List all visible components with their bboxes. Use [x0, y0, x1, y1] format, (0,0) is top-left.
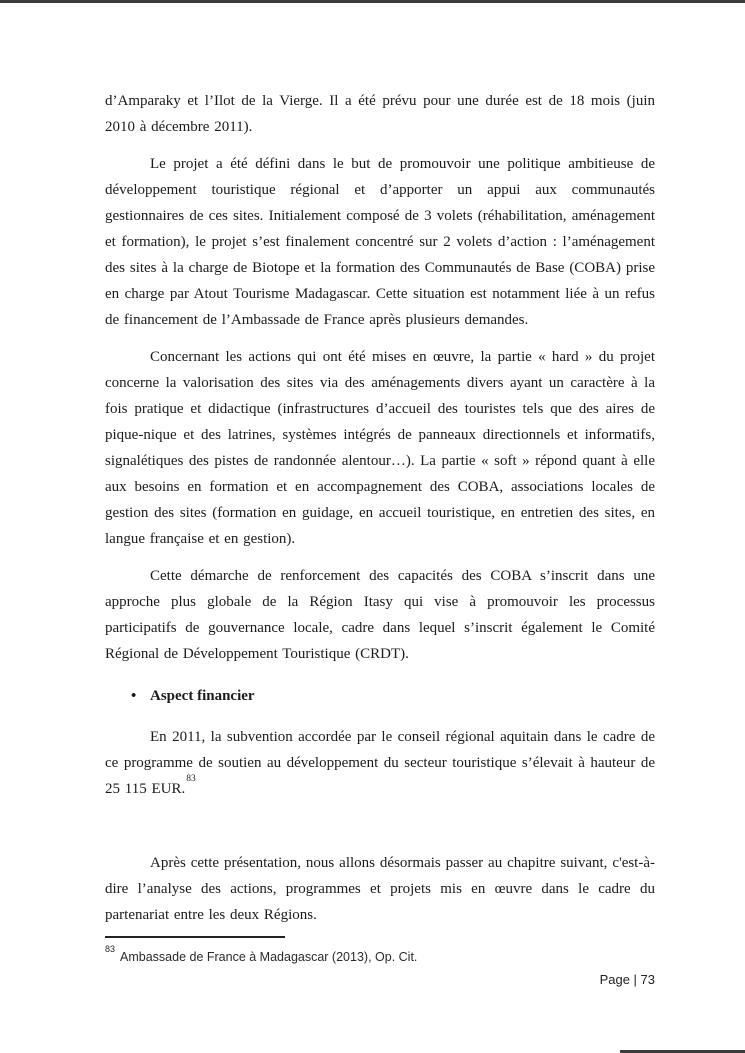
footnote-text: Ambassade de France à Madagascar (2013), Op. Cit. [120, 950, 418, 965]
paragraph-finance-text: En 2011, la subvention accordée par le conseil régional aquitain dans le cadre de ce programme de soutien au développement du secteur touristique s’élevait à hauteur de 25 115 EUR. [105, 729, 655, 797]
paragraph-chapter-transition: Après cette présentation, nous allons désormais passer au chapitre suivant, c'est-à-dire l’analyse des actions, programmes et projets mis en œuvre dans le cadre du partenariat entre les deux Régions. [105, 855, 655, 923]
footnote-marker: 83 [105, 944, 116, 954]
paragraph-finance [105, 724, 655, 802]
page-body [105, 88, 655, 939]
paragraph-project-definition: Le projet a été défini dans le but de promouvoir une politique ambitieuse de développement touristique régional et d’apporter un appui aux communautés gestionnaires de ces sites. Initialement composé de 3 volets (réhabilitation, aménagement et formation), le projet s’est finalement concentré sur 2 volets d’action : l’aménagement des sites à la charge de Biotope et la formation des Communautés de Base (COBA) prise en charge par Atout Tourisme Madagascar. Cette situation est notamment liée à un refus de financement de l’Ambassade de France après plusieurs demandes. [105, 156, 655, 328]
paragraph-coba-governance: Cette démarche de renforcement des capacités des COBA s’inscrit dans une approche plus globale de la Région Itasy qui vise à promouvoir les processus participatifs de gouvernance locale, cadre dans lequel s’inscrit également le Comité Régional de Développement Touristique (CRDT). [105, 568, 655, 662]
bullet-item-aspect-financier [105, 683, 655, 709]
bullet-icon: • [131, 688, 137, 704]
scan-edge-top [0, 0, 745, 3]
footnote-separator [105, 936, 285, 938]
paragraph-duration-continuation: d’Amparaky et l’Ilot de la Vierge. Il a été prévu pour une durée est de 18 mois (juin 2010 à décembre 2011). [105, 93, 655, 135]
bullet-heading: Aspect financier [150, 688, 255, 704]
paragraph-actions-hard-soft: Concernant les actions qui ont été mises en œuvre, la partie « hard » du projet concerne la valorisation des sites via des aménagements divers ayant un caractère à la fois pratique et didactique (infrastructures d’accueil des touristes tels que des aires de pique-nique et des latrines, systèmes intégrés de panneaux directionnels et informatifs, signalétiques des pistes de randonnée alentour…). La partie « soft » répond quant à elle aux besoins en formation et en accompagnement des COBA, associations locales de gestion des sites (formation en guidage, en accueil touristique, en entretien des sites, en langue française et en gestion). [105, 349, 655, 547]
footnote-reference: 83 [186, 774, 196, 784]
footnote [105, 945, 655, 965]
page-number: Page | 73 [599, 972, 655, 987]
footnote-area [105, 936, 655, 965]
